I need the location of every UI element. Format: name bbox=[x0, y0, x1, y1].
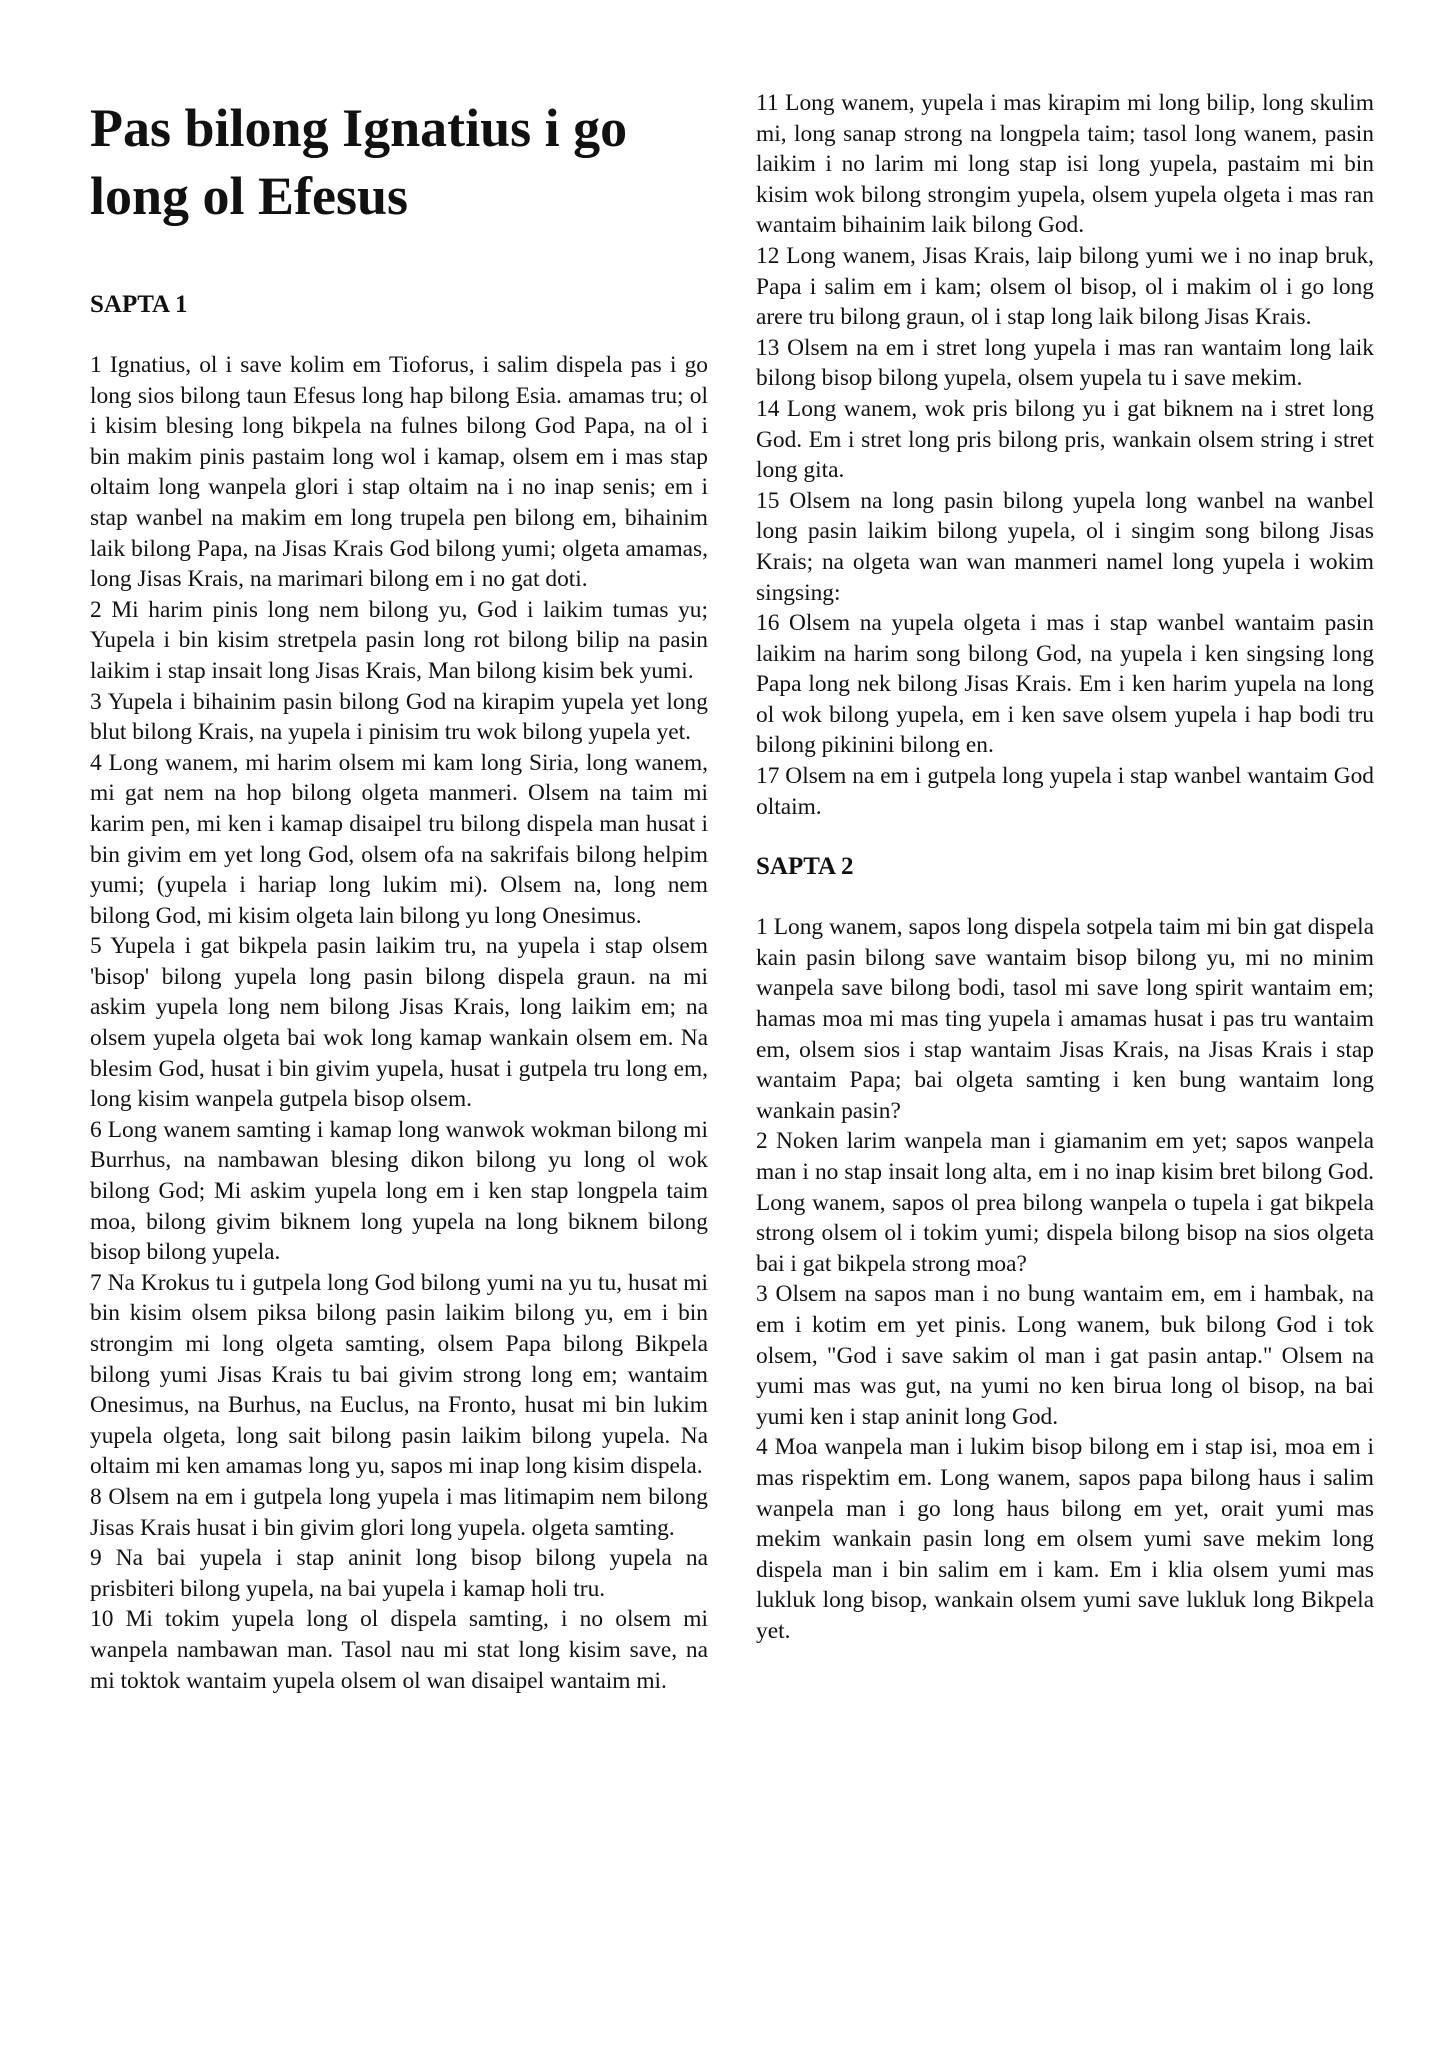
verse-1-11: 11 Long wanem, yupela i mas kirapim mi long bilip, long skulim mi, long sanap strong na longpela taim; tasol long wanem, pasin laikim i no larim mi long stap isi long yupela, pastaim mi bin kisim wok bilong strongim yupela, olsem yupela olgeta i mas ran wantaim bihainim laik bilong God. bbox=[756, 90, 1374, 239]
verse-2-3: 3 Olsem na sapos man i no bung wantaim em, em i hambak, na em i kotim em yet pinis. Long wanem, buk bilong God i tok olsem, "God i save sakim ol man i gat pasin antap." Olsem na yumi mas was gut, na yumi no ken birua long ol bisop, na bai yumi ken i stap aninit long God. bbox=[756, 1281, 1374, 1430]
verse-1-17: 17 Olsem na em i gutpela long yupela i stap wanbel wantaim God oltaim. bbox=[756, 763, 1374, 820]
left-column bbox=[90, 88, 708, 1696]
right-column bbox=[756, 88, 1374, 1647]
verse-1-3: 3 Yupela i bihainim pasin bilong God na kirapim yupela yet long blut bilong Krais, na yupela i pinisim tru wok bilong yupela yet. bbox=[90, 688, 708, 746]
verse-1-15: 15 Olsem na long pasin bilong yupela long wanbel na wanbel long pasin laikim bilong yupela, ol i singim song bilong Jisas Krais; na olgeta wan wan manmeri namel long yupela i wokim singsing: bbox=[756, 487, 1374, 606]
verse-1-16: 16 Olsem na yupela olgeta i mas i stap wanbel wantaim pasin laikim na harim song bilong God, na yupela i ken singsing long Papa long nek bilong Jisas Krais. Em i ken harim yupela na long ol wok bilong yupela, em i ken save olsem yupela i hap bodi tru bilong pikinini bilong en. bbox=[756, 610, 1374, 759]
verse-1-9: 9 Na bai yupela i stap aninit long bisop bilong yupela na prisbiteri bilong yupela, na bai yupela i kamap holi tru. bbox=[90, 1545, 708, 1602]
verse-2-4: 4 Moa wanpela man i lukim bisop bilong em i stap isi, moa em i mas rispektim em. Long wanem, sapos papa bilong haus i salim wanpela man i go long haus bilong em yet, orait yumi mas mekim wankain pasin long em olsem yumi save mekim long dispela man i bin salim em i kam. Em i klia olsem yumi mas lukluk long bisop, wankain olsem yumi save lukluk long Bikpela yet. bbox=[756, 1434, 1374, 1644]
verse-1-12: 12 Long wanem, Jisas Krais, laip bilong yumi we i no inap bruk, Papa i salim em i kam; olsem ol bisop, ol i makim ol i go long arere tru bilong graun, ol i stap long laik bilong Jisas Krais. bbox=[756, 242, 1374, 331]
verse-1-14: 14 Long wanem, wok pris bilong yu i gat biknem na i stret long God. Em i stret long pris bilong pris, wankain olsem string i stret long gita. bbox=[756, 395, 1374, 484]
verse-1-13: 13 Olsem na em i stret long yupela i mas ran wantaim long laik bilong bisop bilong yupela, olsem yupela tu i save mekim. bbox=[756, 334, 1374, 392]
verse-1-7: 7 Na Krokus tu i gutpela long God bilong yumi na yu tu, husat mi bin kisim olsem piksa bilong pasin laikim bilong yu, em i bin strongim mi long olgeta samting, olsem Papa bilong Bikpela bilong yumi Jisas Krais tu bai givim strong long em; wantaim Onesimus, na Burhus, na Euclus, na Fronto, husat mi bin lukim yupela olgeta, long sait bilong pasin laikim bilong yupela. Na oltaim mi ken amamas long yu, sapos mi inap long kisim dispela. bbox=[90, 1269, 708, 1480]
verse-1-2: 2 Mi harim pinis long nem bilong yu, God i laikim tumas yu; Yupela i bin kisim stretpela pasin long rot bilong bilip na pasin laikim i stap insait long Jisas Krais, Man bilong kisim bek yumi. bbox=[90, 596, 708, 684]
verse-2-1: 1 Long wanem, sapos long dispela sotpela taim mi bin gat dispela kain pasin bilong save wantaim bisop bilong yu, mi no minim wanpela save bilong bodi, tasol mi save long spirit wantaim em; hamas moa mi mas ting yupela i amamas husat i pas tru wantaim em, olsem sios i stap wantaim Jisas Krais, na Jisas Krais i stap wantaim Papa; bai olgeta samting i ken bung wantaim long wankain pasin? bbox=[756, 914, 1374, 1124]
verse-1-10: 10 Mi tokim yupela long ol dispela samting, i no olsem mi wanpela nambawan man. Tasol nau mi stat long kisim save, na mi toktok wantaim yupela olsem ol wan disaipel wantaim mi. bbox=[90, 1606, 708, 1694]
verse-1-4: 4 Long wanem, mi harim olsem mi kam long Siria, long wanem, mi gat nem na hop bilong olgeta manmeri. Olsem na taim mi karim pen, mi ken i kamap disaipel tru bilong dispela man husat i bin givim em yet long God, olsem ofa na sakrifais bilong helpim yumi; (yupela i hariap long lukim mi). Olsem na, long nem bilong God, mi kisim olgeta lain bilong yu long Onesimus. bbox=[90, 749, 708, 929]
verse-1-6: 6 Long wanem samting i kamap long wanwok wokman bilong mi Burrhus, na nambawan blesing dikon bilong yu long ol wok bilong God; Mi askim yupela long em i ken stap longpela taim moa, bilong givim biknem long yupela na long biknem bilong bisop bilong yupela. bbox=[90, 1116, 708, 1266]
chapter-heading-2: SAPTA 2 bbox=[756, 853, 854, 881]
verse-2-2: 2 Noken larim wanpela man i giamanim em yet; sapos wanpela man i no stap insait long alta, em i no inap kisim bret bilong God. Long wanem, sapos ol prea bilong wanpela o tupela i gat bikpela strong olsem ol i tokim yumi; dispela bilong bisop na sios olgeta bai i gat bikpela strong moa? bbox=[756, 1128, 1374, 1277]
verse-1-5: 5 Yupela i gat bikpela pasin laikim tru, na yupela i stap olsem 'bisop' bilong yupela long pasin bilong dispela graun. na mi askim yupela long nem bilong Jisas Krais, long laikim em; na olsem yupela olgeta bai wok long kamap wankain olsem em. Na blesim God, husat i bin givim yupela, husat i gutpela tru long em, long kisim wanpela gutpela bisop olsem. bbox=[90, 933, 708, 1113]
chapter-heading-1: SAPTA 1 bbox=[90, 291, 188, 318]
verse-1-8: 8 Olsem na em i gutpela long yupela i mas litimapim nem bilong Jisas Krais husat i bin givim glori long yupela. olgeta samting. bbox=[90, 1483, 708, 1541]
document-title: Pas bilong Ignatius i go long ol Efesus bbox=[90, 98, 628, 226]
verse-1-1: 1 Ignatius, ol i save kolim em Tioforus, i salim dispela pas i go long sios bilong taun Efesus long hap bilong Esia. amamas tru; ol i kisim blesing long bikpela na fulnes bilong God Papa, na ol i bin makim pinis pastaim long wol i kamap, olsem em i mas stap oltaim long wanpela glori i stap oltaim na i no inap senis; em i stap wanbel na makim em long trupela pen bilong em, bihainim laik bilong Papa, na Jisas Krais God bilong yumi; olgeta amamas, long Jisas Krais, na marimari bilong em i no gat doti. bbox=[90, 352, 708, 593]
